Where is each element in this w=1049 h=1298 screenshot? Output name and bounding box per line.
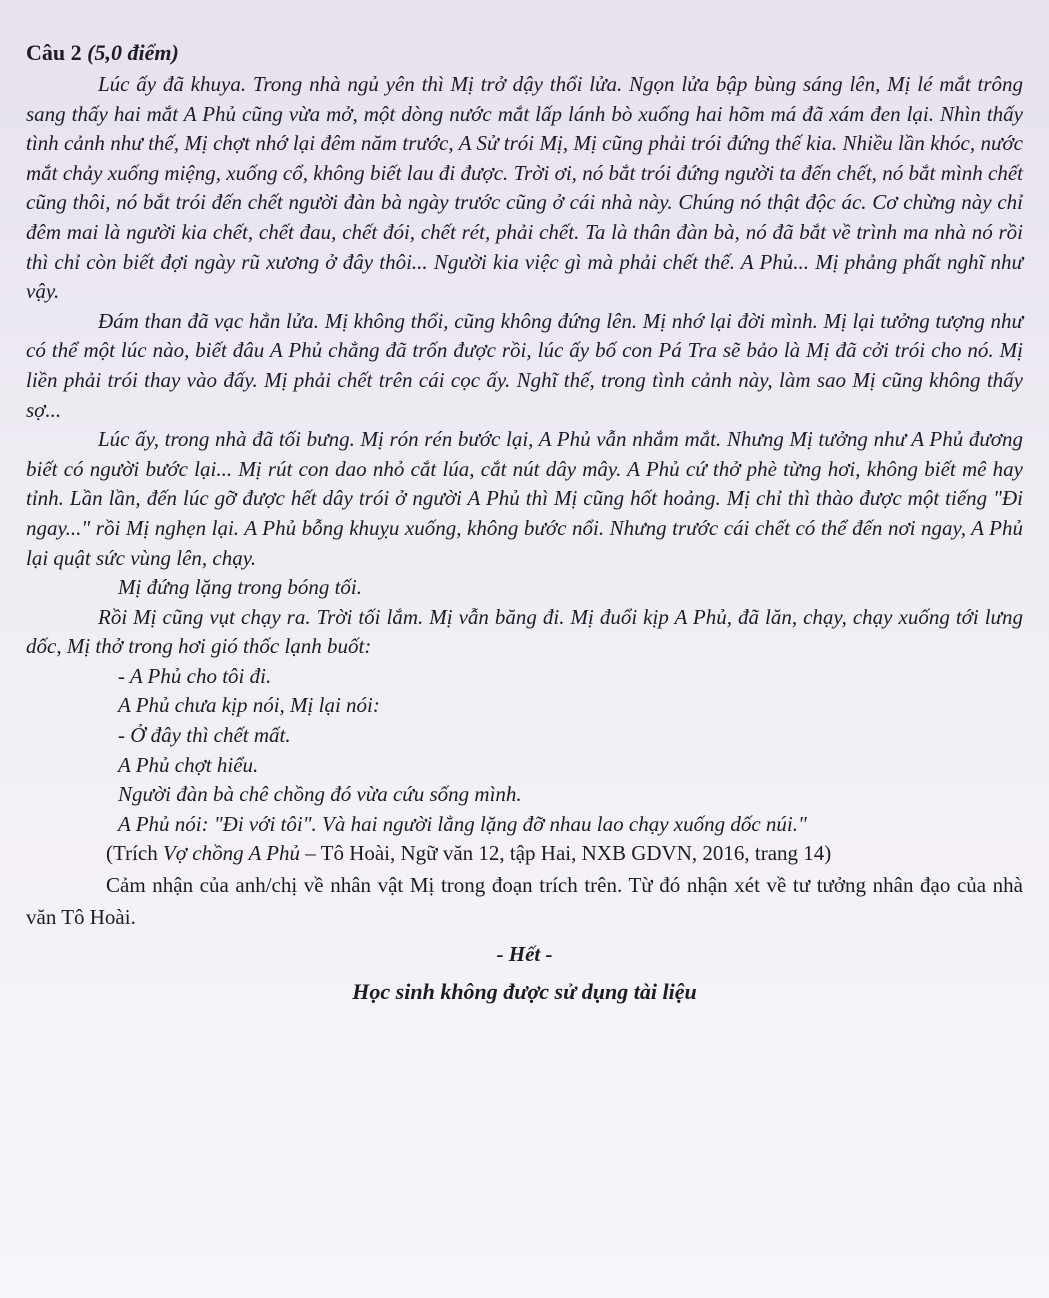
passage-paragraph-2: Đám than đã vạc hẳn lửa. Mị không thổi, cũng không đứng lên. Mị nhớ lại đời mình. Mị lại tưởng tượng như có thể một lúc nào, biết đâu A Phủ chẳng đã trốn được rồi, lúc ấy bố con Pá Tra sẽ bảo là Mị đã cởi trói cho nó. Mị liền phải trói thay vào đấy. Mị phải chết trên cái cọc ấy. Nghĩ thế, trong tình cảnh này, làm sao Mị cũng không thấy sợ... — [26, 308, 1023, 422]
passage-paragraph-1: Lúc ấy đã khuya. Trong nhà ngủ yên thì Mị trở dậy thổi lửa. Ngọn lửa bập bùng sáng lên, Mị lé mắt trông sang thấy hai mắt A Phủ cũng vừa mở, một dòng nước mắt lấp lánh bò xuống hai hõm má đã xám đen lại. Nhìn thấy tình cảnh như thế, Mị chợt nhớ lại đêm năm trước, A Sử trói Mị, Mị cũng phải trói đứng thế kia. Nhiều lần khóc, nước mắt chảy xuống miệng, xuống cổ, không biết lau đi được. Trời ơi, nó bắt trói đứng người ta đến chết, nó bắt mình chết cũng thôi, nó bắt trói đến chết người đàn bà ngày trước cũng ở cái nhà này. Chúng nó thật độc ác. Cơ chừng này chỉ đêm mai là người kia chết, chết đau, chết đói, chết rét, phải chết. Ta là thân đàn bà, nó đã bắt về trình ma nhà nó rồi thì chỉ còn biết đợi ngày rũ xương ở đây thôi... Người kia việc gì mà phải chết thế. A Phủ... Mị phảng phất nghĩ như vậy. — [26, 72, 1023, 304]
dialogue-line-4: A Phủ chợt hiểu. — [118, 752, 259, 777]
dialogue-line-3: - Ở đây thì chết mất. — [118, 723, 291, 748]
citation-work-title: Vợ chồng A Phủ — [162, 841, 300, 866]
essay-task: Cảm nhận của anh/chị về nhân vật Mị trong đoạn trích trên. Từ đó nhận xét về tư tưởng nhân đạo của nhà văn Tô Hoài. — [26, 873, 1023, 930]
passage-line-standing: Mị đứng lặng trong bóng tối. — [118, 575, 363, 600]
citation-rest: – Tô Hoài, Ngữ văn 12, tập Hai, NXB GDVN, 2016, trang 14) — [300, 841, 832, 866]
end-mark: - Hết - — [496, 942, 553, 967]
dialogue-line-1: - A Phủ cho tôi đi. — [118, 663, 272, 688]
passage-paragraph-run: Rồi Mị cũng vụt chạy ra. Trời tối lắm. Mị vẫn băng đi. Mị đuổi kịp A Phủ, đã lăn, chạy, chạy xuống tới lưng dốc, Mị thở trong hơi gió thốc lạnh buốt: — [26, 604, 1023, 659]
question-points: (5,0 điểm) — [87, 40, 179, 65]
dialogue-line-5: Người đàn bà chê chồng đó vừa cứu sống mình. — [118, 782, 522, 807]
exam-note: Học sinh không được sử dụng tài liệu — [352, 979, 697, 1005]
dialogue-line-6: A Phủ nói: "Đi với tôi". Và hai người lẳng lặng đỡ nhau lao chạy xuống dốc núi." — [118, 811, 807, 836]
question-label: Câu 2 — [26, 40, 82, 65]
source-citation — [26, 839, 1023, 869]
question-heading — [26, 38, 1023, 68]
citation-open: (Trích — [106, 841, 163, 866]
dialogue-line-2: A Phủ chưa kịp nói, Mị lại nói: — [118, 693, 380, 718]
passage-paragraph-3: Lúc ấy, trong nhà đã tối bưng. Mị rón rén bước lại, A Phủ vẫn nhắm mắt. Nhưng Mị tưởng như A Phủ đương biết có người bước lại... Mị rút con dao nhỏ cắt lúa, cắt nút dây mây. A Phủ cứ thở phè từng hơi, không biết mê hay tỉnh. Lần lần, đến lúc gỡ được hết dây trói ở người A Phủ thì Mị cũng hốt hoảng. Mị chỉ thì thào được một tiếng "Đi ngay..." rồi Mị nghẹn lại. A Phủ bỗng khuỵu xuống, không bước nổi. Nhưng trước cái chết có thể đến nơi ngay, A Phủ lại quật sức vùng lên, chạy. — [26, 427, 1023, 570]
